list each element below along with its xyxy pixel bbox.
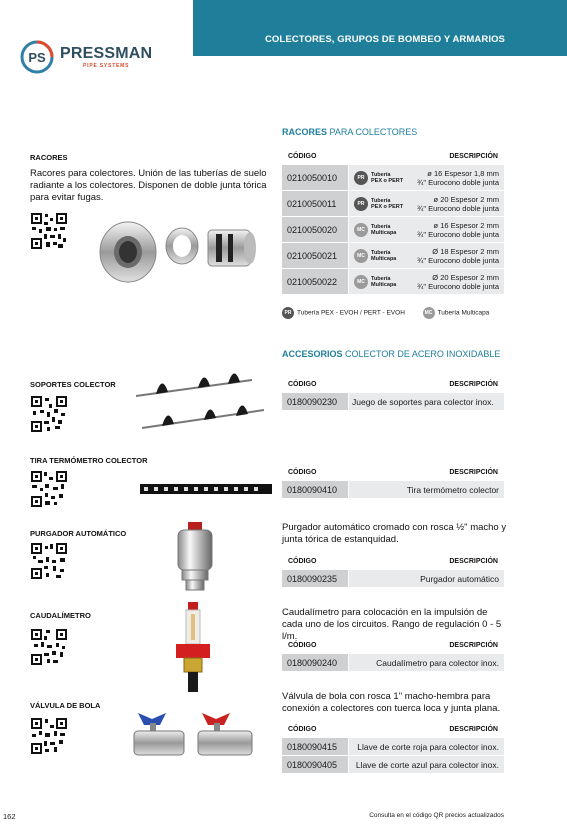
purgador-qr-code[interactable]	[30, 542, 68, 580]
col-code: CÓDIGO	[288, 153, 317, 160]
caudalimetro-table	[282, 639, 504, 671]
product-description: Llave de corte roja para colector inox.	[349, 738, 504, 755]
pipe-spec: Ø 20 Espesor 2 mm ¾" Eurocono doble junta	[417, 273, 499, 291]
col-description: DESCRIPCIÓN	[449, 558, 498, 565]
product-description	[349, 191, 504, 216]
table-row	[282, 569, 504, 587]
table-row	[282, 392, 504, 410]
pipe-type: Tubería Multicapa	[371, 224, 397, 236]
table-row	[282, 190, 504, 216]
purgador-product-image	[170, 520, 220, 592]
legend-mc-text: Tubería Multicapa	[437, 309, 490, 317]
tira-qr-code[interactable]	[30, 470, 68, 508]
col-code: CÓDIGO	[288, 726, 317, 733]
legend-pr-text: Tubería PEX - EVOH / PERT - EVOH	[297, 309, 405, 317]
valvula-table	[282, 723, 504, 773]
footer-note: Consulta en el código QR precios actualizados	[369, 812, 504, 819]
purgador-description: Purgador automático cromado con rosca ½" macho y junta tórica de estanquidad.	[282, 522, 507, 545]
accesorios-heading	[282, 349, 500, 359]
tira-table-header	[282, 466, 504, 480]
racores-heading-light: PARA COLECTORES	[329, 127, 418, 137]
accesorios-heading-bold: ACCESORIOS	[282, 349, 343, 359]
tira-product-image	[140, 484, 272, 494]
soportes-table	[282, 378, 504, 410]
table-row	[282, 268, 504, 294]
soportes-qr-code[interactable]	[30, 395, 68, 433]
table-row	[282, 480, 504, 498]
logo-initials: PS	[28, 50, 46, 65]
racores-description: Racores para colectores. Unión de las tuberías de suelo radiante a los colectores. Disponen de doble junta tórica para evitar fugas.	[30, 168, 267, 203]
pipe-spec: ø 16 Espesor 2 mm ¾" Eurocono doble junta	[417, 221, 499, 239]
product-description	[349, 217, 504, 242]
racores-table-header	[282, 150, 504, 164]
page-number: 162	[3, 812, 16, 821]
pipe-type: Tubería PEX o PERT	[371, 172, 404, 184]
purgador-table-header	[282, 555, 504, 569]
logo-subtitle: PIPE SYSTEMS	[83, 63, 130, 69]
racores-heading	[282, 127, 417, 137]
col-description: DESCRIPCIÓN	[449, 726, 498, 733]
pipe-spec: ø 16 Espesor 1,8 mm ¾" Eurocono doble junta	[417, 169, 499, 187]
product-code: 0180090405	[282, 756, 348, 773]
product-code: 0180090410	[282, 481, 348, 498]
table-row	[282, 653, 504, 671]
col-code: CÓDIGO	[288, 642, 317, 649]
product-description: Juego de soportes para colector inox.	[349, 393, 504, 410]
header-title: COLECTORES, GRUPOS DE BOMBEO Y ARMARIOS	[264, 34, 505, 45]
product-description: Caudalímetro para colector inox.	[349, 654, 504, 671]
col-code: CÓDIGO	[288, 381, 317, 388]
valvula-product-image	[132, 705, 256, 763]
pipe-type: Tubería PEX o PERT	[371, 198, 404, 210]
tira-table	[282, 466, 504, 498]
col-description: DESCRIPCIÓN	[449, 642, 498, 649]
product-description: Purgador automático	[349, 570, 504, 587]
racores-table	[282, 150, 504, 294]
col-description: DESCRIPCIÓN	[449, 153, 498, 160]
product-code: 0210050022	[282, 269, 348, 294]
racores-heading-bold: RACORES	[282, 127, 328, 137]
soportes-product-image	[132, 366, 270, 436]
soportes-table-header	[282, 378, 504, 392]
col-code: CÓDIGO	[288, 469, 317, 476]
legend-mc-badge-icon: MC	[423, 307, 435, 319]
soportes-label: SOPORTES COLECTOR	[30, 380, 116, 389]
pipe-spec: Ø 18 Espesor 2 mm ¾" Eurocono doble junta	[417, 247, 499, 265]
table-row	[282, 755, 504, 773]
valvula-label: VÁLVULA DE BOLA	[30, 701, 101, 710]
logo-name: PRESSMAN	[60, 45, 153, 62]
product-description	[349, 243, 504, 268]
table-row	[282, 216, 504, 242]
caudalimetro-description: Caudalímetro para colocación en la impulsión de cada uno de los circuitos. Rango de regulación 0 - 5 l/m.	[282, 607, 502, 642]
table-row	[282, 164, 504, 190]
pipe-type-badge-icon: MC	[354, 223, 368, 237]
pipe-type-badge-icon: PR	[354, 197, 368, 211]
col-description: DESCRIPCIÓN	[449, 381, 498, 388]
caudalimetro-qr-code[interactable]	[30, 628, 68, 666]
pipe-spec: ø 20 Espesor 2 mm ¾" Eurocono doble junta	[417, 195, 499, 213]
product-code: 0210050010	[282, 165, 348, 190]
product-description: Llave de corte azul para colector inox.	[349, 756, 504, 773]
accesorios-heading-light: COLECTOR DE ACERO INOXIDABLE	[345, 349, 501, 359]
product-description	[349, 269, 504, 294]
racores-label: RACORES	[30, 153, 68, 162]
pipe-type-badge-icon: MC	[354, 249, 368, 263]
product-code: 0180090235	[282, 570, 348, 587]
product-code: 0180090230	[282, 393, 348, 410]
pipe-type-badge-icon: PR	[354, 171, 368, 185]
table-row	[282, 242, 504, 268]
header-bar	[193, 0, 567, 56]
product-code: 0180090240	[282, 654, 348, 671]
pipe-type: Tubería Multicapa	[371, 250, 397, 262]
racores-qr-code[interactable]	[30, 212, 68, 250]
valvula-description: Válvula de bola con rosca 1" macho-hembra para conexión a colectores con tuerca loca y junta plana.	[282, 691, 501, 714]
purgador-table	[282, 555, 504, 587]
logo-mark-icon	[20, 40, 54, 74]
product-code: 0210050021	[282, 243, 348, 268]
caudalimetro-table-header	[282, 639, 504, 653]
product-description	[349, 165, 504, 190]
product-code: 0180090415	[282, 738, 348, 755]
valvula-qr-code[interactable]	[30, 717, 68, 755]
racores-legend	[282, 307, 489, 319]
pressman-logo	[20, 40, 153, 74]
col-code: CÓDIGO	[288, 558, 317, 565]
legend-pr-badge-icon: PR	[282, 307, 294, 319]
product-code: 0210050020	[282, 217, 348, 242]
pipe-type: Tubería Multicapa	[371, 276, 397, 288]
caudalimetro-product-image	[170, 600, 216, 694]
racores-product-image	[98, 210, 260, 290]
caudalimetro-label: CAUDALÍMETRO	[30, 611, 91, 620]
table-row	[282, 737, 504, 755]
pipe-type-badge-icon: MC	[354, 275, 368, 289]
product-description: Tira termómetro colector	[349, 481, 504, 498]
product-code: 0210050011	[282, 191, 348, 216]
valvula-table-header	[282, 723, 504, 737]
tira-label: TIRA TERMÓMETRO COLECTOR	[30, 456, 148, 465]
col-description: DESCRIPCIÓN	[449, 469, 498, 476]
purgador-label: PURGADOR AUTOMÁTICO	[30, 529, 127, 538]
